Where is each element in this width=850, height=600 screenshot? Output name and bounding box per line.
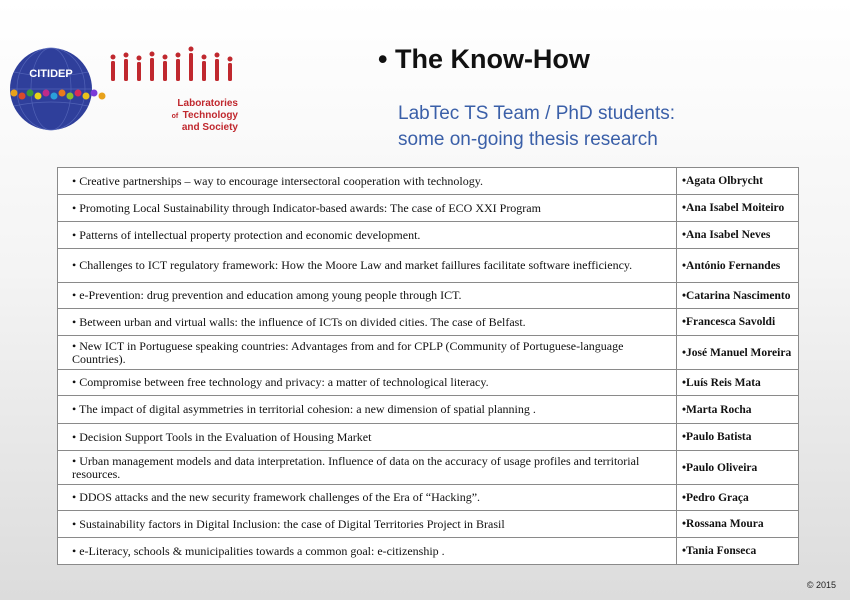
thesis-table <box>57 167 799 565</box>
logo-lab-line2-small: of <box>171 113 179 120</box>
table-row <box>58 485 799 511</box>
thesis-topic: • Patterns of intellectual property protection and economic development. <box>58 222 677 249</box>
table-row <box>58 222 799 249</box>
thesis-topic: • Decision Support Tools in the Evaluation of Housing Market <box>58 424 677 451</box>
student-name: •Ana Isabel Neves <box>677 222 799 249</box>
thesis-topic: • Compromise between free technology and privacy: a matter of technological literacy. <box>58 370 677 396</box>
thesis-topic: • Creative partnerships – way to encourage intersectoral cooperation with technology. <box>58 168 677 195</box>
page-title: • The Know-How <box>378 44 590 74</box>
table-row <box>58 396 799 424</box>
table-row <box>58 249 799 283</box>
thesis-topic: • New ICT in Portuguese speaking countries: Advantages from and for CPLP (Community of Portuguese-language Countries). <box>58 336 677 370</box>
student-name: •Catarina Nascimento <box>677 283 799 309</box>
table-row <box>58 370 799 396</box>
table-row <box>58 511 799 538</box>
logo-circle-text: CITIDEP <box>29 68 73 80</box>
student-name: •Pedro Graça <box>677 485 799 511</box>
thesis-topic: • e-Prevention: drug prevention and education among young people through ICT. <box>58 283 677 309</box>
thesis-topic: • e-Literacy, schools & municipalities towards a common goal: e-citizenship . <box>58 538 677 565</box>
people-figures-icon <box>111 47 233 82</box>
copyright-notice: © 2015 <box>806 580 836 590</box>
table-row <box>58 195 799 222</box>
thesis-topic: • Promoting Local Sustainability through Indicator-based awards: The case of ECO XXI Program <box>58 195 677 222</box>
table-row <box>58 451 799 485</box>
student-name: •Paulo Batista <box>677 424 799 451</box>
student-name: •Rossana Moura <box>677 511 799 538</box>
student-name: •José Manuel Moreira <box>677 336 799 370</box>
thesis-topic: • Between urban and virtual walls: the influence of ICTs on divided cities. The case of Belfast. <box>58 309 677 336</box>
thesis-topic: • DDOS attacks and the new security framework challenges of the Era of “Hacking”. <box>58 485 677 511</box>
subtitle-line-2: some on-going thesis research <box>398 129 658 150</box>
thesis-topic: • Challenges to ICT regulatory framework: How the Moore Law and market faillures facilitate software inefficiency. <box>58 249 677 283</box>
table-row <box>58 283 799 309</box>
student-name: •António Fernandes <box>677 249 799 283</box>
citidep-logo <box>8 44 248 136</box>
table-row <box>58 168 799 195</box>
table-row <box>58 309 799 336</box>
student-name: •Francesca Savoldi <box>677 309 799 336</box>
student-name: •Tania Fonseca <box>677 538 799 565</box>
page-subtitle <box>398 101 758 153</box>
table-row <box>58 538 799 565</box>
logo-lab-line3: and Society <box>181 122 238 133</box>
student-name: •Agata Olbrycht <box>677 168 799 195</box>
logo-lab-line2: Technology <box>182 110 238 121</box>
thesis-topic: • Sustainability factors in Digital Inclusion: the case of Digital Territories Project in Brasil <box>58 511 677 538</box>
student-name: •Paulo Oliveira <box>677 451 799 485</box>
subtitle-line-1: LabTec TS Team / PhD students: <box>398 103 676 124</box>
thesis-topic: • The impact of digital asymmetries in territorial cohesion: a new dimension of spatial planning . <box>58 396 677 424</box>
logo-lab-line1: Laboratories <box>177 98 238 109</box>
thesis-topic: • Urban management models and data interpretation. Influence of data on the accuracy of usage profiles and territorial resources. <box>58 451 677 485</box>
student-name: •Ana Isabel Moiteiro <box>677 195 799 222</box>
student-name: •Marta Rocha <box>677 396 799 424</box>
table-row <box>58 424 799 451</box>
student-name: •Luís Reis Mata <box>677 370 799 396</box>
table-row <box>58 336 799 370</box>
